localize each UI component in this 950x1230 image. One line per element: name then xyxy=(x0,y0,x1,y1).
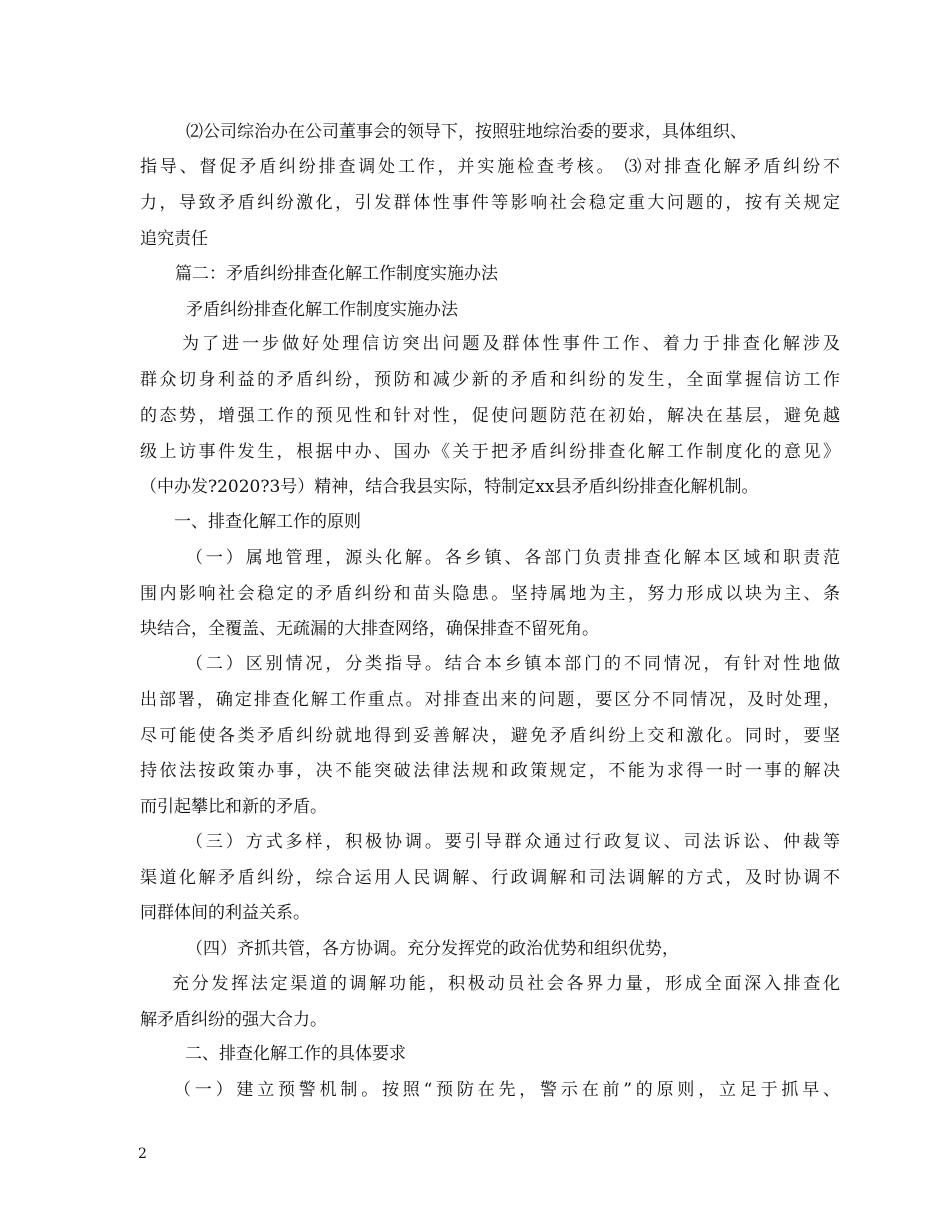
document-title: 矛盾纠纷排查化解工作制度实施办法 xyxy=(186,300,458,320)
section-heading: 一、排查化解工作的原则 xyxy=(174,512,361,532)
text-line: 围内影响社会稳定的矛盾纠纷和苗头隐患。坚持属地为主，努力形成以块为主、条 xyxy=(140,584,840,604)
text-line: 指导、督促矛盾纠纷排查调处工作，并实施检查考核。 ⑶对排查化解矛盾纠纷不 xyxy=(140,157,840,177)
text-line: （三）方式多样，积极协调。要引导群众通过行政复议、司法诉讼、仲裁等 xyxy=(186,832,840,852)
text-line: 渠道化解矛盾纠纷，综合运用人民调解、行政调解和司法调解的方式，及时协调不 xyxy=(140,868,840,888)
text-line: 追究责任 xyxy=(140,229,208,249)
text-line: 充分发挥法定渠道的调解功能，积极动员社会各界力量，形成全面深入排查化 xyxy=(172,974,840,994)
text-line: ⑵公司综治办在公司董事会的领导下，按照驻地综治委的要求，具体组织、 xyxy=(186,122,747,142)
text-line: 同群体间的利益关系。 xyxy=(140,903,310,923)
text-line: （二）区别情况，分类指导。结合本乡镇本部门的不同情况，有针对性地做 xyxy=(186,654,840,674)
text-line: 群众切身利益的矛盾纠纷，预防和减少新的矛盾和纠纷的发生，全面掌握信访工作 xyxy=(140,370,840,390)
text-line: 为了进一步做好处理信访突出问题及群体性事件工作、着力于排查化解涉及 xyxy=(182,334,840,354)
text-line: 级上访事件发生，根据中办、国办《关于把矛盾纠纷排查化解工作制度化的意见》 xyxy=(140,442,840,462)
text-line: 出部署，确定排查化解工作重点。对排查出来的问题，要区分不同情况，及时处理， xyxy=(140,690,840,710)
text-line: 的态势，增强工作的预见性和针对性，促使问题防范在初始，解决在基层，避免越 xyxy=(140,406,840,426)
text-line: （四）齐抓共管，各方协调。充分发挥党的政治优势和组织优势， xyxy=(186,939,679,959)
page-number: 2 xyxy=(138,1146,147,1162)
text-line: （一）属地管理，源头化解。各乡镇、各部门负责排查化解本区域和职责范 xyxy=(186,548,840,568)
section-heading: 篇二：矛盾纠纷排查化解工作制度实施办法 xyxy=(175,264,498,284)
text-line: 解矛盾纠纷的强大合力。 xyxy=(140,1010,327,1030)
text-line: 块结合，全覆盖、无疏漏的大排查网络，确保排查不留死角。 xyxy=(140,619,599,639)
text-line: 持依法按政策办事，决不能突破法律法规和政策规定，不能为求得一时一事的解决 xyxy=(140,761,840,781)
text-line: （一）建立预警机制。按照“预防在先，警示在前”的原则，立足于抓早、 xyxy=(174,1080,840,1100)
text-line: 力，导致矛盾纠纷激化，引发群体性事件等影响社会稳定重大问题的，按有关规定 xyxy=(140,193,840,213)
text-line: （中办发?2020?3号）精神，结合我县实际，特制定xx县矛盾纠纷排查化解机制。 xyxy=(140,477,759,497)
text-line: 尽可能使各类矛盾纠纷就地得到妥善解决，避免矛盾纠纷上交和激化。同时，要坚 xyxy=(140,726,840,746)
section-heading: 二、排查化解工作的具体要求 xyxy=(185,1044,406,1064)
text-line: 而引起攀比和新的矛盾。 xyxy=(140,797,327,817)
